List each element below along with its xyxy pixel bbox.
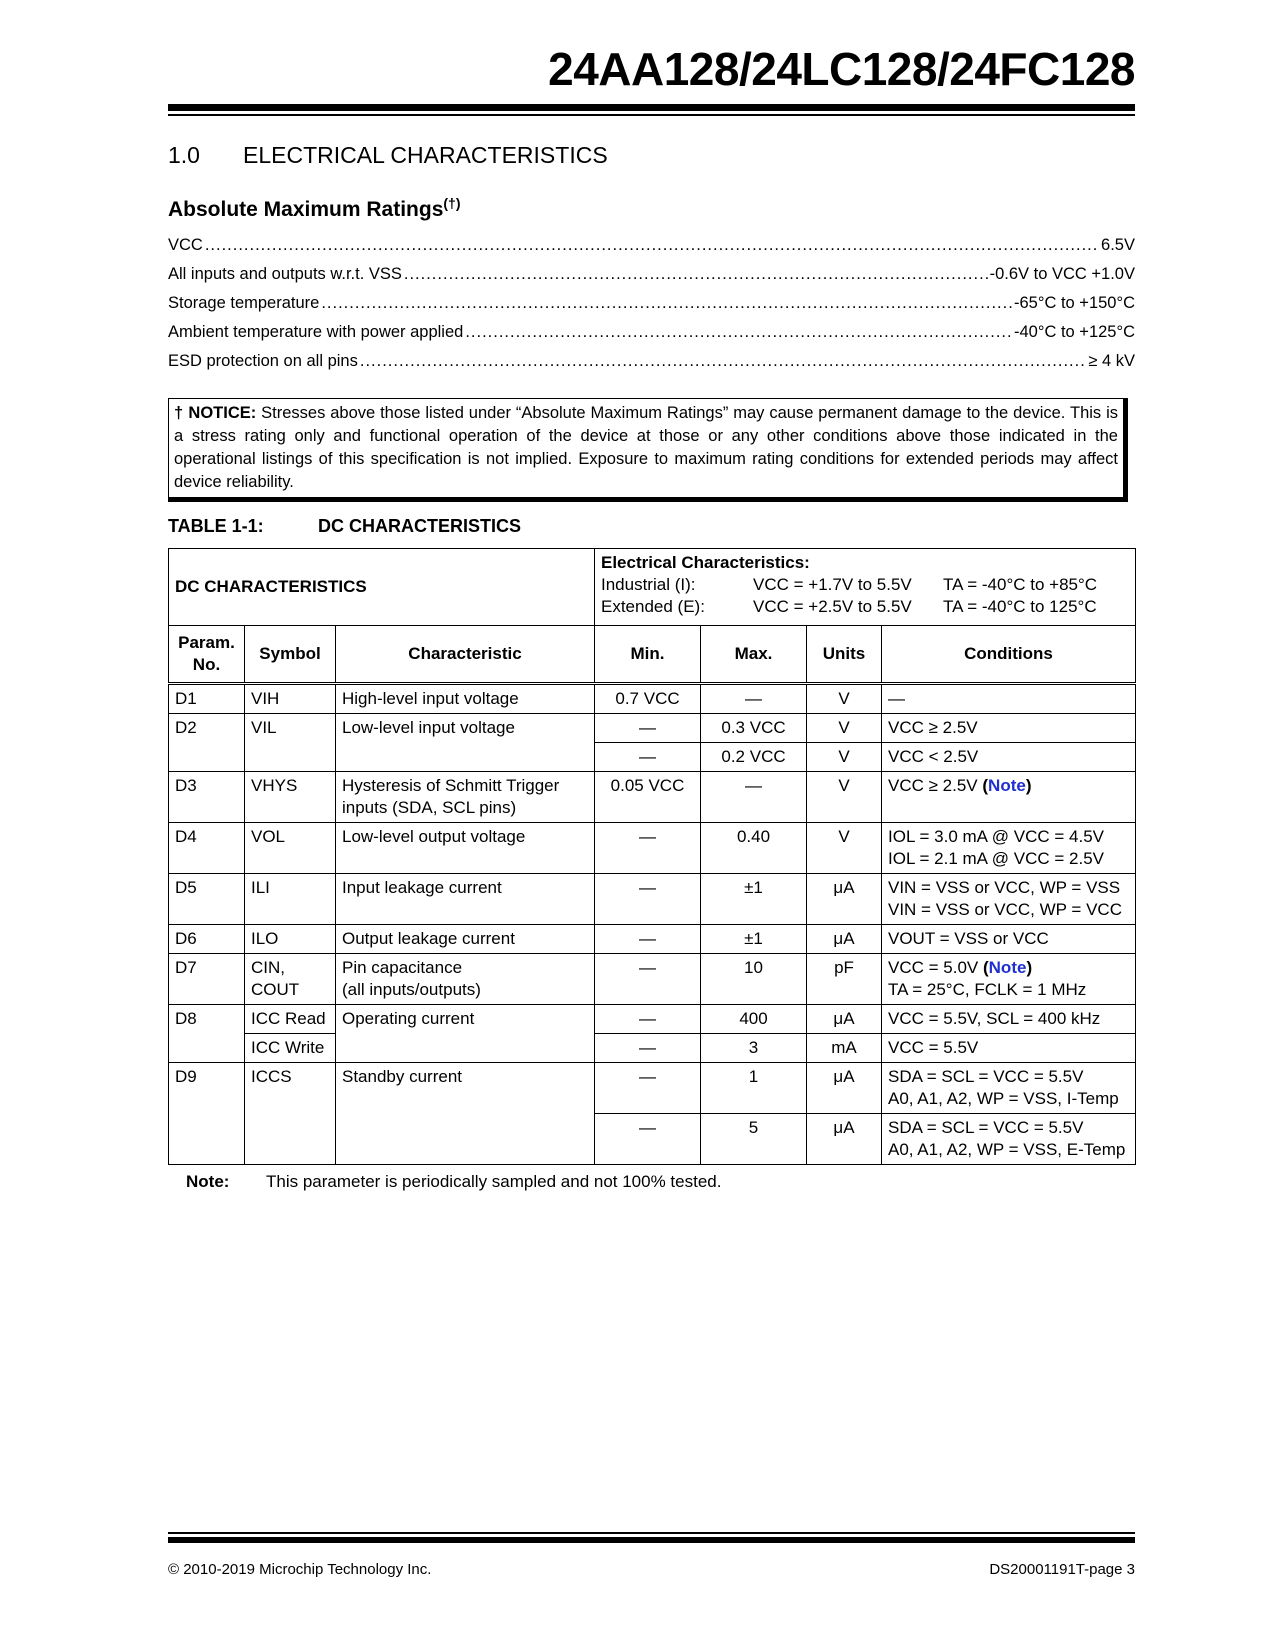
table-row: D9 ICCS Standby current — 1 μA SDA = SCL = VCC = 5.5V A0, A1, A2, WP = VSS, I-Temp bbox=[169, 1063, 1136, 1114]
header-rule bbox=[168, 104, 1135, 111]
page-title: 24AA128/24LC128/24FC128 bbox=[548, 43, 1135, 95]
table-row: D3 VHYS Hysteresis of Schmitt Trigger inputs (SDA, SCL pins) 0.05 VCC — V VCC ≥ 2.5V (Note) bbox=[169, 772, 1136, 823]
table-header-row bbox=[169, 549, 1136, 626]
note-link[interactable]: Note bbox=[988, 958, 1027, 977]
amr-label: Ambient temperature with power applied bbox=[168, 323, 464, 341]
amr-label: All inputs and outputs w.r.t. VSS bbox=[168, 265, 402, 283]
dc-head: DC CHARACTERISTICS bbox=[169, 549, 595, 626]
amr-title-mark: (†) bbox=[443, 195, 461, 211]
ec-row: Industrial (I): VCC = +1.7V to 5.5V TA = -40°C to +85°C bbox=[601, 575, 1098, 594]
col-header: Symbol bbox=[245, 626, 336, 684]
table-row: D1 VIH High-level input voltage 0.7 VCC — V — bbox=[169, 684, 1136, 714]
amr-row bbox=[168, 294, 1135, 323]
note-label: Note: bbox=[186, 1172, 230, 1191]
table-title bbox=[168, 516, 521, 537]
amr-value: 6.5V bbox=[1101, 236, 1135, 254]
amr-value: ≥ 4 kV bbox=[1088, 352, 1135, 370]
col-header: Characteristic bbox=[336, 626, 595, 684]
footer-rule-thin bbox=[168, 1532, 1135, 1534]
col-header: Max. bbox=[701, 626, 807, 684]
ec-row: Extended (E): VCC = +2.5V to 5.5V TA = -40°C to 125°C bbox=[601, 597, 1097, 616]
ec-cell bbox=[595, 549, 1136, 626]
ec-title: Electrical Characteristics: bbox=[601, 553, 810, 572]
table-row: D4 VOL Low-level output voltage — 0.40 V IOL = 3.0 mA @ VCC = 4.5V IOL = 2.1 mA @ VCC = 2.5V bbox=[169, 823, 1136, 874]
table-row: D6 ILO Output leakage current — ±1 μA VOUT = VSS or VCC bbox=[169, 925, 1136, 954]
amr-label: Storage temperature bbox=[168, 294, 320, 312]
dc-table bbox=[168, 548, 1136, 1165]
section-heading bbox=[168, 142, 608, 169]
amr-row bbox=[168, 236, 1135, 265]
table-note bbox=[186, 1172, 721, 1192]
table-title-text: DC CHARACTERISTICS bbox=[318, 516, 522, 536]
note-text: This parameter is periodically sampled and not 100% tested. bbox=[266, 1172, 722, 1191]
notice-label: † NOTICE: bbox=[174, 404, 257, 422]
table-row: ICC Write — 3 mA VCC = 5.5V bbox=[169, 1034, 1136, 1063]
header-rule-thin bbox=[168, 114, 1135, 116]
col-header: Conditions bbox=[882, 626, 1136, 684]
amr-row bbox=[168, 265, 1135, 294]
amr-label: ESD protection on all pins bbox=[168, 352, 358, 370]
amr-list bbox=[168, 236, 1135, 381]
footer-rule bbox=[168, 1537, 1135, 1543]
col-header: Param. No. bbox=[169, 626, 245, 684]
amr-row bbox=[168, 323, 1135, 352]
amr-heading bbox=[168, 195, 461, 222]
note-link[interactable]: Note bbox=[988, 776, 1026, 795]
column-header-row bbox=[169, 626, 1136, 684]
section-number: 1.0 bbox=[168, 142, 200, 168]
footer-copyright: © 2010-2019 Microchip Technology Inc. bbox=[168, 1561, 432, 1578]
table-row: D8 ICC Read Operating current — 400 μA VCC = 5.5V, SCL = 400 kHz bbox=[169, 1005, 1136, 1034]
table-label: TABLE 1-1: bbox=[168, 516, 264, 536]
table-row: D7 CIN, COUT Pin capacitance (all inputs/outputs) — 10 pF VCC = 5.0V (Note) TA = 25°C, FCLK = 1 MHz bbox=[169, 954, 1136, 1005]
amr-label: VCC bbox=[168, 236, 203, 254]
col-header: Min. bbox=[595, 626, 701, 684]
notice-box bbox=[168, 398, 1128, 502]
table-row: D5 ILI Input leakage current — ±1 μA VIN = VSS or VCC, WP = VSS VIN = VSS or VCC, WP = VCC bbox=[169, 874, 1136, 925]
amr-value: -65°C to +150°C bbox=[1014, 294, 1135, 312]
col-header: Units bbox=[807, 626, 882, 684]
section-title: ELECTRICAL CHARACTERISTICS bbox=[243, 142, 608, 168]
amr-value: -0.6V to VCC +1.0V bbox=[989, 265, 1135, 283]
table-row: — 5 μA SDA = SCL = VCC = 5.5V A0, A1, A2, WP = VSS, E-Temp bbox=[169, 1114, 1136, 1165]
amr-value: -40°C to +125°C bbox=[1014, 323, 1135, 341]
footer-page: DS20001191T-page 3 bbox=[989, 1561, 1135, 1578]
amr-row bbox=[168, 352, 1135, 381]
table-row: D2 VIL Low-level input voltage — 0.3 VCC V VCC ≥ 2.5V bbox=[169, 714, 1136, 743]
amr-title: Absolute Maximum Ratings bbox=[168, 198, 444, 221]
table-row: — 0.2 VCC V VCC < 2.5V bbox=[169, 743, 1136, 772]
notice-text: Stresses above those listed under “Absolute Maximum Ratings” may cause permanent damage to the device. This is a stress rating only and functional operation of the device at those or any other conditions above those indicated in the operational listings of this specification is not implied. Exposure to maximum rating conditions for extended periods may affect device reliability. bbox=[174, 404, 1118, 491]
